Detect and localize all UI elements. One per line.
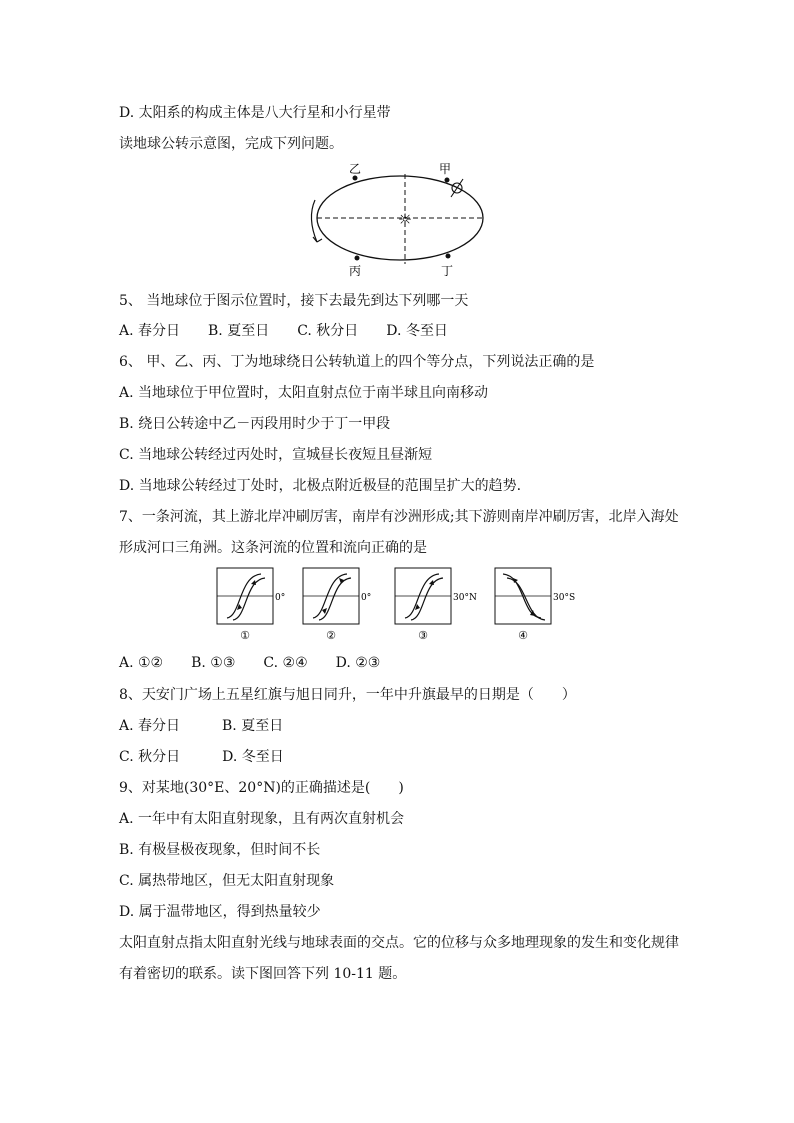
- question-6: 6、 甲、乙、丙、丁为地球绕日公转轨道上的四个等分点，下列说法正确的是: [119, 354, 595, 370]
- instruction-orbit: 读地球公转示意图，完成下列问题。: [119, 136, 343, 152]
- direction-arrow-icon: [313, 237, 322, 242]
- question-7-line-2: 形成河口三角洲。这条河流的位置和流向正确的是: [119, 540, 427, 556]
- river-panel-4: [495, 568, 575, 642]
- question-9-option-c: C. 属热带地区，但无太阳直射现象: [119, 873, 335, 889]
- question-5-options: A. 春分日 B. 夏至日 C. 秋分日 D. 冬至日: [119, 323, 448, 339]
- panel-4-lat: 30°S: [553, 593, 576, 603]
- question-8: 8、天安门广场上五星红旗与旭日同升，一年中升旗最早的日期是（ ）: [119, 687, 576, 703]
- question-8-options-ab: A. 春分日 B. 夏至日: [119, 718, 284, 734]
- river-diagram: [215, 566, 585, 644]
- direction-arc: [311, 200, 317, 242]
- panel-4-num: ④: [518, 629, 528, 642]
- question-9-option-d: D. 属于温带地区，得到热量较少: [119, 904, 321, 920]
- question-7-options: A. ①② B. ①③ C. ②④ D. ②③: [119, 655, 381, 671]
- question-6-option-d: D. 当地球公转经过丁处时，北极点附近极昼的范围呈扩大的趋势.: [119, 478, 522, 494]
- question-9: 9、对某地(30°E、20°N)的正确描述是( ): [119, 780, 404, 796]
- option-d-q4: D. 太阳系的构成主体是八大行星和小行星带: [119, 105, 391, 121]
- label-yi: 乙: [349, 162, 362, 176]
- question-6-option-a: A. 当地球位于甲位置时，太阳直射点位于南半球且向南移动: [119, 385, 489, 401]
- panel-2-lat: 0°: [361, 593, 372, 603]
- position-jia-dot: [445, 178, 450, 183]
- question-6-option-b: B. 绕日公转途中乙－丙段用时少于丁一甲段: [119, 416, 391, 432]
- label-jia: 甲: [439, 162, 452, 176]
- label-bing: 丙: [349, 264, 362, 278]
- question-6-option-c: C. 当地球公转经过丙处时，宣城昼长夜短且昼渐短: [119, 447, 433, 463]
- sun-icon: ☼: [397, 210, 413, 229]
- panel-1-lat: 0°: [275, 593, 286, 603]
- river-panel-2: [303, 568, 371, 642]
- river-panel-1: [217, 568, 285, 642]
- question-7-line-1: 7、一条河流，其上游北岸冲刷厉害，南岸有沙洲形成;其下游则南岸冲刷厉害，北岸入海处: [119, 509, 679, 525]
- question-9-option-b: B. 有极昼极夜现象，但时间不长: [119, 842, 321, 858]
- question-8-options-cd: C. 秋分日 D. 冬至日: [119, 749, 284, 765]
- orbit-diagram: [305, 160, 495, 278]
- panel-2-num: ②: [326, 629, 336, 642]
- question-9-option-a: A. 一年中有太阳直射现象，且有两次直射机会: [119, 811, 405, 827]
- panel-1-num: ①: [240, 629, 250, 642]
- panel-3-lat: 30°N: [453, 593, 477, 603]
- panel-3-num: ③: [418, 629, 428, 642]
- position-ding-dot: [446, 254, 451, 259]
- label-ding: 丁: [441, 264, 454, 278]
- question-5: 5、 当地球位于图示位置时，接下去最先到达下列哪一天: [119, 293, 469, 309]
- paragraph-line-2: 有着密切的联系。读下图回答下列 10-11 题。: [119, 966, 407, 982]
- position-bing-dot: [355, 256, 360, 261]
- river-panel-3: [395, 568, 477, 642]
- position-yi-dot: [353, 176, 358, 181]
- paragraph-line-1: 太阳直射点指太阳直射光线与地球表面的交点。它的位移与众多地理现象的发生和变化规律: [119, 935, 679, 951]
